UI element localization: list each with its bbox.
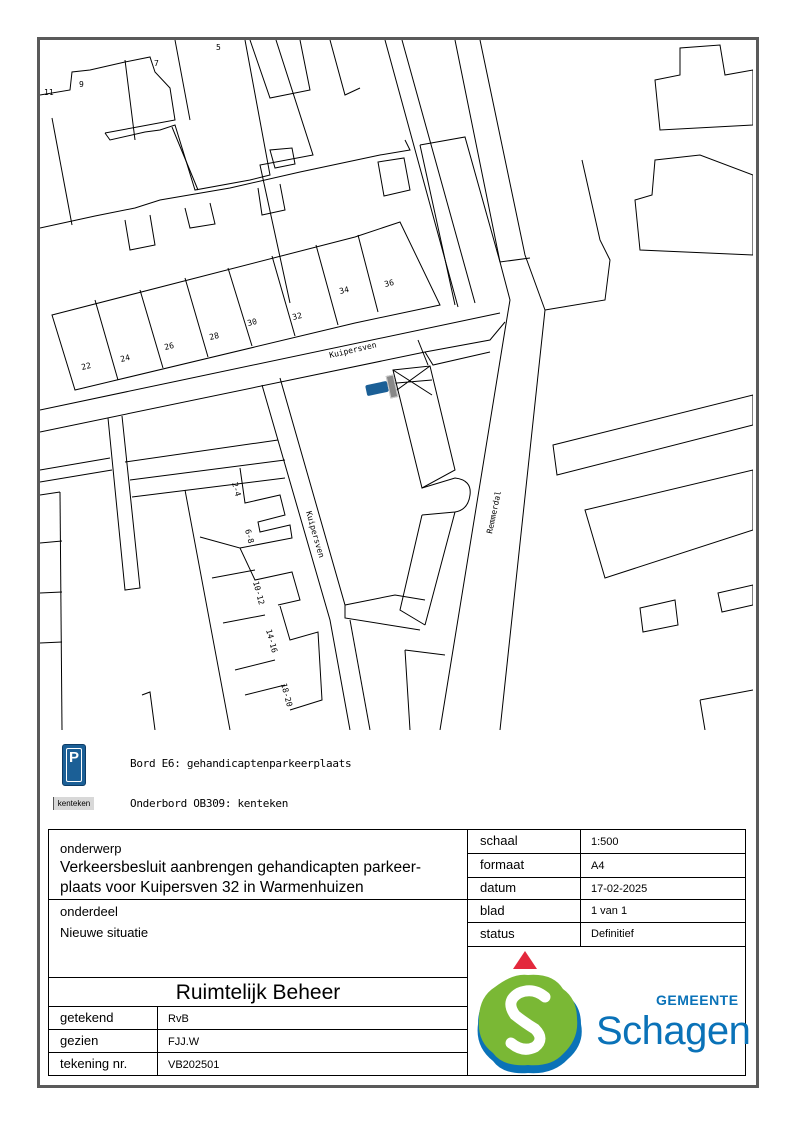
house-number: 14-16 — [264, 628, 279, 654]
onderwerp-value — [60, 858, 421, 898]
house-number: 34 — [338, 285, 350, 296]
getekend-value: RvB — [157, 1006, 468, 1030]
status-label: status — [467, 922, 581, 947]
house-number: 6-8 — [243, 528, 256, 545]
gemeente-schagen-logo-icon — [473, 949, 593, 1077]
datum-value: 17-02-2025 — [580, 877, 746, 900]
house-number: 36 — [383, 278, 395, 289]
formaat-value: A4 — [580, 853, 746, 878]
onderwerp-cell — [48, 829, 468, 900]
getekend-label: getekend — [48, 1006, 158, 1030]
gezien-value: FJJ.W — [157, 1029, 468, 1053]
blad-label: blad — [467, 899, 581, 923]
house-number: 2-4 — [230, 481, 243, 498]
legend-label: Onderbord OB309: kenteken — [130, 797, 289, 810]
logo-schagen-text: Schagen — [596, 1009, 751, 1053]
house-number: 32 — [291, 311, 303, 322]
house-number: 10-12 — [251, 580, 266, 606]
house-number: 5 — [216, 43, 221, 52]
legend-kenteken-subsign-icon: kenteken — [53, 797, 94, 810]
department: Ruimtelijk Beheer — [48, 977, 468, 1007]
street-label-remmerdal: Remmerdal — [485, 490, 503, 535]
formaat-label: formaat — [467, 853, 581, 878]
blad-value: 1 van 1 — [580, 899, 746, 923]
schaal-label: schaal — [467, 829, 581, 854]
street-label-kuipersven: Kuipersven — [328, 340, 378, 360]
house-number: 28 — [208, 331, 220, 342]
datum-label: datum — [467, 877, 581, 900]
status-value: Definitief — [580, 922, 746, 947]
house-number: 22 — [80, 361, 92, 372]
onderdeel-value: Nieuwe situatie — [60, 925, 149, 940]
site-map — [40, 40, 753, 730]
house-number: 26 — [163, 341, 175, 352]
onderwerp-line: Verkeersbesluit aanbrengen gehandicapten parkeer- — [60, 859, 422, 876]
onderwerp-line: plaats voor Kuipersven 32 in Warmenhuizen — [60, 879, 364, 896]
logo-gemeente-text: GEMEENTE — [656, 992, 739, 1008]
logo-cell — [467, 946, 751, 1076]
house-number: 18-20 — [279, 682, 294, 708]
schaal-value: 1:500 — [580, 829, 746, 854]
street-label-kuipersven: Kuipersven — [304, 510, 327, 559]
onderdeel-label: onderdeel — [60, 904, 118, 919]
tekening-value: VB202501 — [157, 1052, 468, 1076]
gezien-label: gezien — [48, 1029, 158, 1053]
house-number: 11 — [44, 88, 54, 97]
legend-parking-disabled-sign-icon: P — [62, 744, 86, 786]
onderdeel-cell — [48, 899, 468, 978]
onderwerp-label: onderwerp — [60, 841, 122, 856]
house-number: 24 — [119, 353, 131, 364]
legend-label: Bord E6: gehandicaptenparkeerplaats — [130, 757, 352, 770]
house-number: 30 — [246, 317, 258, 328]
house-number: 7 — [154, 59, 159, 68]
tekening-label: tekening nr. — [48, 1052, 158, 1076]
house-number: 9 — [79, 80, 84, 89]
